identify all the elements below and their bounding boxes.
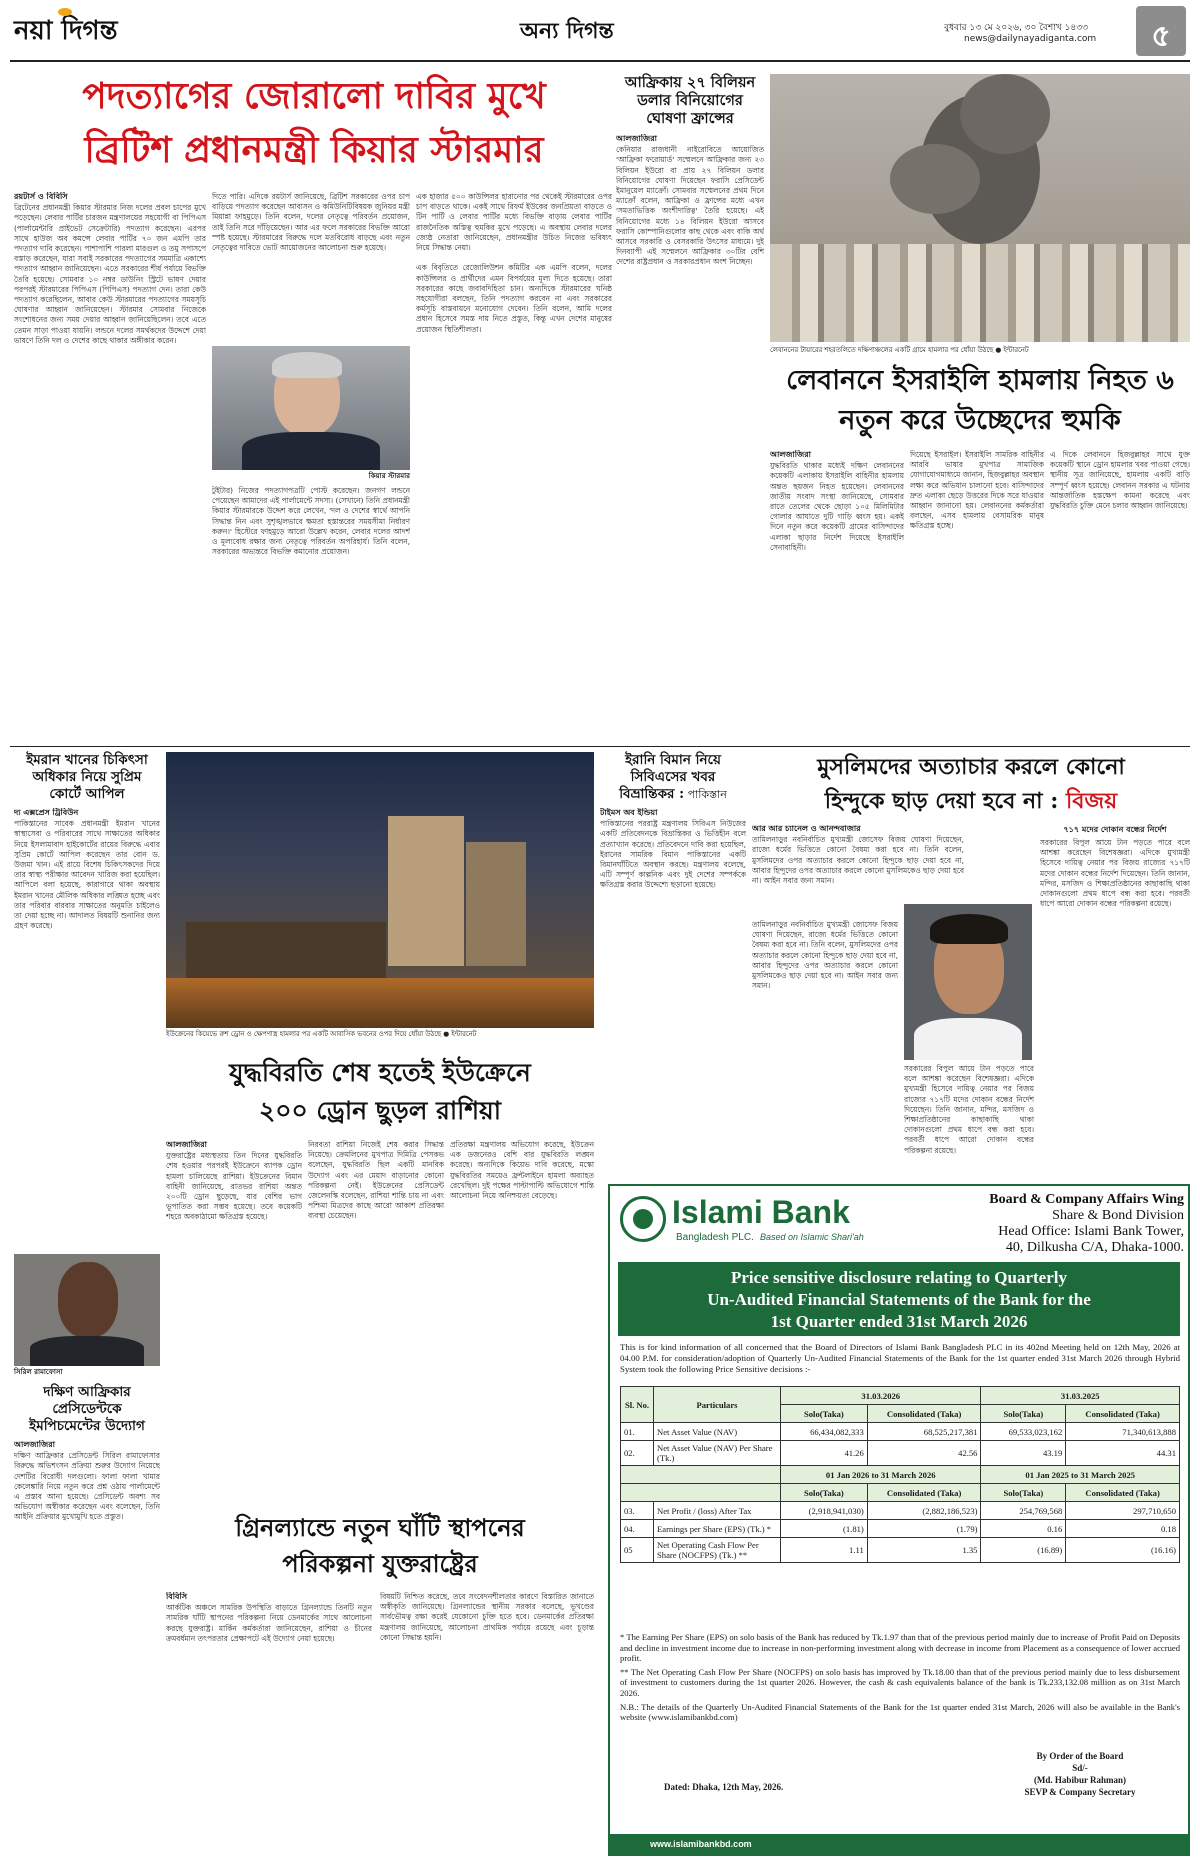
bank-tagline: Based on Islamic Shari'ah (760, 1232, 864, 1242)
ukraine-building (388, 816, 464, 966)
greenland-headline-2: পরিকল্পনা যুক্তরাষ্ট্রের (282, 1549, 478, 1578)
ramaphosa-photo (14, 1254, 160, 1366)
ad-title-2: Un-Audited Financial Statements of the Bank for the (707, 1290, 1091, 1309)
iran-text: পাকিস্তানের পররাষ্ট্র মন্ত্রণালয় সিবিএস নিউজের একটি প্রতিবেদনকে বিভ্রান্তিকর ও ভিত্তিহীন বলে প্রত্যাখ্যান করেছে। প্রতিবেদনে দাবি করা হয়েছিল, ইরানের সামরিক বিমান পাকিস্তানের একটি বিমানঘাঁটিতে অবস্থান করছে। মন্ত্রণালয় বলেছে, এটি সম্পূর্ণ কাল্পনিক এবং দুই দেশের সম্পর্ককে ক্ষতিগ্রস্ত করার উদ্দেশ্যে ছড়ানো হয়েছে। (600, 819, 746, 890)
greenland-text-2: বিষয়টি নিশ্চিত করেছে, তবে সংবেদনশীলতার কারণে বিস্তারিত জানাতে অস্বীকৃতি জানিয়েছে। গ্রিনল্যান্ডের স্থানীয় সরকার বলেছে, ভূখণ্ডের সার্বভৌমত্ব রক্ষা করেই যেকোনো চুক্তি হতে হবে। ডেনমার্কের প্রতিরক্ষা মন্ত্রণালয় জানিয়েছে, আলোচনা প্রাথমিক পর্যায়ে রয়েছে এবং চূড়ান্ত কোনো সিদ্ধান্ত হয়নি। (380, 1592, 594, 1642)
ramaphosa-text: দক্ষিণ আফ্রিকার প্রেসিডেন্ট সিরিল রামাফোসার বিরুদ্ধে অভিশংসন প্রক্রিয়া শুরুর উদ্যোগ নিয়েছে দেশটির বিরোধী দলগুলো। ফালা ফালা খামার কেলেঙ্কারি নিয়ে নতুন করে প্রশ্ন ওঠায় পার্লামেন্টে এ প্রস্তাব আনা হয়েছে। প্রেসিডেন্ট অবশ্য সব অভিযোগ অস্বীকার করেছেন এবং বলেছেন, তিনি আইনি প্রক্রিয়ার মুখোমুখি হতে প্রস্তুত। (14, 1451, 160, 1522)
ukraine-photo-caption: ইউক্রেনের কিয়েভে রুশ ড্রোন ও ক্ষেপণাস্ত্র হামলার পর একটি আবাসিক ভবনের ওপর দিয়ে ধোঁয়া উঠছে ● ইন্টারনেট (166, 1030, 477, 1038)
vijay-hair-shape (930, 914, 1008, 944)
ramaphosa-face (58, 1262, 118, 1338)
lebanon-byline: আলজাজিরা (770, 450, 811, 459)
table-row (621, 1538, 1180, 1563)
lebanon-text-3: এ দিকে লেবাননে হিজবুল্লাহর সাথে যুক্ত কয়েকটি স্থানে ড্রোন হামলার খবর পাওয়া গেছে। স্থানীয় সূত্র জানিয়েছে, হামলায় একটি বাড়ি সম্পূর্ণ ধ্বংস হয়েছে। লেবানন সরকার এ ঘটনায় আন্তর্জাতিক হস্তক্ষেপ কামনা করেছে এবং যুদ্ধবিরতি চুক্তি মেনে চলার আহ্বান জানিয়েছে। (1050, 450, 1190, 511)
row-value: 42.56 (867, 1441, 981, 1466)
table-row (621, 1502, 1180, 1520)
iran-headline-3b: পাকিস্তান (684, 788, 727, 801)
row-value: 66,434,082,333 (781, 1423, 868, 1441)
starmer-photo-caption: কিয়ার স্টারমার (368, 472, 410, 480)
row-value: (1.81) (781, 1520, 868, 1538)
solo-header-3: Solo(Taka) (781, 1484, 868, 1502)
lebanon-col-3 (1050, 450, 1190, 742)
ramaphosa-suit (30, 1336, 144, 1366)
vijay-byline: আর আর চ্যানেল ও আনন্দবাজার (752, 824, 861, 833)
bank-name: Islami Bank (672, 1194, 850, 1230)
consolidated-header-4: Consolidated (Taka) (1066, 1484, 1180, 1502)
france-byline: আলজাজিরা (616, 134, 657, 143)
ukraine-byline: আলজাজিরা (166, 1140, 207, 1149)
blank-header (621, 1466, 781, 1484)
bank-address: 40, Dilkusha C/A, Dhaka-1000. (1005, 1240, 1184, 1255)
ad-title-1: Price sensitive disclosure relating to Quarterly (731, 1268, 1067, 1287)
greenland-headline-1: গ্রিনল্যান্ডে নতুন ঘাঁটি স্থাপনের (235, 1513, 525, 1542)
imran-headline-2: অধিকার নিয়ে সুপ্রিম (32, 769, 142, 785)
vijay-text-1: তামিলনাড়ুর নবনির্বাচিত মুখ্যমন্ত্রী জোসেফ বিজয় ঘোষণা দিয়েছেন, রাজ্যে ধর্মের ভিত্তিতে কোনো বৈষম্য করা হবে না। তিনি বলেন, মুসলিমদের ওপর অত্যাচার করলে কোনো হিন্দুকে ছাড় দেয়া হবে না, আবার হিন্দুদের ওপর অত্যাচার করলে কোনো মুসলিমকেও ছাড় দেয়া হবে না। আইন সবার জন্য সমান। (752, 835, 964, 886)
lebanon-smoke-2 (960, 74, 1050, 154)
contact-email[interactable]: news@dailynayadiganta.com (964, 34, 1097, 44)
ukraine-col-3 (450, 1140, 594, 1356)
table-header-row-3 (621, 1466, 1180, 1484)
lebanon-headline-2: নতুন করে উচ্ছেদের হুমকি (839, 405, 1121, 436)
vijay-col-2 (1040, 838, 1190, 1176)
row-sl: 03. (621, 1502, 654, 1520)
ad-dated: Dated: Dhaka, 12th May, 2026. (664, 1782, 784, 1792)
sign-name: (Md. Habibur Rahman) (1033, 1775, 1127, 1785)
row-value: 44.31 (1066, 1441, 1180, 1466)
ad-intro: This is for kind information of all concerned that the Board of Directors of Islami Bank Bangladesh PLC in its 402nd Meeting held on 12th May, 2026 at 04.00 P.M. for consideration/adoption of Quarterly Un-Audited Financial Statements of the Bank for the 1st quarter ended 31st March 2026 through Hybrid System took the following Price Sensitive decisions :- (620, 1342, 1180, 1374)
row-value: 43.19 (981, 1441, 1066, 1466)
ukraine-photo (166, 752, 594, 1028)
starmer-headline-1: পদত্যাগের জোরালো দাবির মুখে (82, 75, 546, 117)
lebanon-col-1 (770, 450, 904, 742)
starmer-text-2b: টুইটার) নিজের পদত্যাগপত্রটি পোস্ট করেছেন। জনগণ লন্ডনে পেয়েছেন আমাদের এই পার্লামেন্টে সদস্য। (সেখানে) তিনি প্রধানমন্ত্রী কিয়ার স্টারমারকে উদ্দেশ করে লেখেন, 'দল ও দেশের স্বার্থে আপনি সিদ্ধান্ত নিন এবং সুশৃঙ্খলভাবে ক্ষমতা হস্তান্তরের সময়সীমা নির্ধারণ করুন।' হিস্টেরে ফাহমুড়ে আরো উল্লেখ করেন, লেবার দলের আদর্শ ও মূল্যবোধ রক্ষার জন্য নেতৃত্বে পরিবর্তন অপরিহার্য। তিনি বলেন, সরকারের অভ্যন্তরে বিভক্তি কমানোর প্রয়োজন। (212, 486, 410, 557)
imran-body (14, 808, 160, 1248)
ramaphosa-byline: আলজাজিরা (14, 1440, 55, 1449)
row-label: Net Profit / (loss) After Tax (654, 1502, 781, 1520)
table-header-row-4 (621, 1484, 1180, 1502)
lebanon-buildings (770, 244, 1190, 342)
row-value: (16.89) (981, 1538, 1066, 1563)
greenland-text-1: আর্কটিক অঞ্চলে সামরিক উপস্থিতি বাড়াতে গ্রিনল্যান্ডে তিনটি নতুন সামরিক ঘাঁটি স্থাপনের পরিকল্পনা নিয়ে ডেনমার্কের সাথে আলোচনা করছে যুক্তরাষ্ট্র। মার্কিন কর্মকর্তারা জানিয়েছেন, রাশিয়া ও চীনের ক্রমবর্ধমান তৎপরতার প্রেক্ষাপটে এই উদ্যোগ নেয়া হয়েছে। (166, 1603, 372, 1643)
lebanon-photo-caption: লেবাননের টায়ারের শহরতলিতে দক্ষিণাঞ্চলের একটি গ্রামে হামলার পর ধোঁয়া উঠছে ● ইন্টারনেট (770, 346, 1029, 354)
france-headline-1: আফ্রিকায় ২৭ বিলিয়ন (624, 74, 756, 91)
row-value: 254,769,568 (981, 1502, 1066, 1520)
row-sl: 05 (621, 1538, 654, 1563)
row-sl: 01. (621, 1423, 654, 1441)
ukraine-col-2 (308, 1140, 444, 1356)
row-value: (2,882,186,523) (867, 1502, 981, 1520)
ad-financial-table (620, 1386, 1180, 1563)
ukraine-text-1: যুক্তরাষ্ট্রের মধ্যস্থতায় তিন দিনের যুদ্ধবিরতি শেষ হওয়ার পরপরই ইউক্রেনে ব্যাপক ড্রোন হামলা চালিয়েছে রাশিয়া। ইউক্রেনের বিমান বাহিনী জানিয়েছে, রাতভর রাশিয়া অন্তত ২০০টি ড্রোন ছুড়েছে, যার বেশির ভাগ ভূপাতিত করা সম্ভব হয়েছে। তবে কয়েকটি শহরে অবকাঠামো ক্ষতিগ্রস্ত হয়েছে। (166, 1151, 302, 1222)
ramaphosa-body (14, 1440, 160, 1854)
starmer-text-1: ব্রিটেনের প্রধানমন্ত্রী কিয়ার স্টারমার নিজ দলের প্রবল চাপের মুখে পড়েছেন। লেবার পার্টির চারজন মন্ত্রণালয়ের সহযোগী বা পিপিএস (পার্লামেন্টারি প্রাইভেট সেক্রেটারি) পদত্যাগ করেছেন। এরপর সাথে হাউজ অব কমন্সে লেবার পার্টির ৭০ জন এমপি তার পদত্যাগ দাবি করেছেন। পাশাপাশি পারলা মারগুল ও তমু সপাসপে বস্তাড় করেছেন, যারা সবাই সরকারের পদত্যাগের সমমাত্রি একাশ্যে পদত্যাগ আহ্বান জানিয়েছেন। এতে সরকারের শীর্ষ পর্যায়ে বিভক্তি তৈরি হয়েছে। সোমবার ১০ নম্বর ডাউনিং স্ট্রিটে ভাষণ দেয়ার পরপরই স্টারমারের পিপিএস (পিপিএস) পদত্যাগ দেন। তারা কেউ পদত্যাগ করেছিলেন, আবার কেউ স্টারমারের পদত্যাগের সময়সূচি ঘোষণার আহ্বান জানিয়েছেন। স্টারমার সোমবার নিজেকে সংশোধনের জন্য সময় দেয়ার আহ্বান জানিয়েছিলেন। তবে এতে তেমন সাড়া পাওয়া যায়নি। লন্ডনে দলের সমর্থকদের উদ্দেশে দেয়া ভাষণে তিনি দল ও দেশের কাছে থাকার অঙ্গীকার করেন। (14, 203, 206, 345)
ad-footer-bar (610, 1834, 1188, 1854)
starmer-byline: রয়টার্স ও বিবিসি (14, 192, 68, 201)
ukraine-text-3: প্রতিরক্ষা মন্ত্রণালয় অভিযোগ করেছে, ইউক্রেন এক ডজনেরও বেশি বার যুদ্ধবিরতি লঙ্ঘন করেছে। অন্যদিকে কিয়েভ দাবি করেছে, মস্কো যুদ্ধবিরতির সময়েও ফ্রন্টলাইনে হামলা অব্যাহত রেখেছিল। দুই পক্ষের পাল্টাপাল্টি অভিযোগে শান্তি আলোচনা নিয়ে অনিশ্চয়তা বেড়েছে। (450, 1140, 594, 1201)
greenland-col-1 (166, 1592, 372, 1854)
lebanon-col-2 (910, 450, 1044, 742)
sign-order: By Order of the Board (1036, 1751, 1124, 1761)
vijay-photo (904, 904, 1032, 1060)
sign-sd: Sd/- (1072, 1763, 1088, 1773)
starmer-col-3 (416, 192, 612, 742)
ad-title-box (618, 1262, 1180, 1336)
ukraine-building-2 (466, 842, 526, 966)
bank-wing: Board & Company Affairs Wing (989, 1192, 1184, 1207)
ukraine-text-2: নিরবতা রাশিয়া নিজেই শেষ করার সিদ্ধান্ত নিয়েছে। ক্রেমলিনের মুখপাত্র দিমিত্রি পেসকভ বলেছেন, যুদ্ধবিরতি ছিল একটি মানবিক উদ্যোগ এবং এর মেয়াদ বাড়ানোর কোনো পরিকল্পনা নেই। ইউক্রেনের প্রেসিডেন্ট জেলেনস্কি বলেছেন, রাশিয়া শান্তি চায় না এবং পশ্চিমা মিত্রদের কাছে আরো আকাশ প্রতিরক্ষা ব্যবস্থা চেয়েছেন। (308, 1140, 444, 1221)
row-label: Net Asset Value (NAV) Per Share (Tk.) (654, 1441, 781, 1466)
row-value: 0.18 (1066, 1520, 1180, 1538)
row-value: 41.26 (781, 1441, 868, 1466)
france-headline (616, 74, 764, 128)
imran-text: পাকিস্তানের সাবেক প্রধানমন্ত্রী ইমরান খানের স্বাস্থ্যসেবা ও পরিবারের সাথে সাক্ষাতের অধিকার নিয়ে ইসলামাবাদ হাইকোর্টের রায়ের বিরুদ্ধে এবার সুপ্রিম কোর্টে আপিল করেছেন তার বোন ড. উজমা খান। এই রায়ে বিশেষ চিকিৎসকদের দিয়ে তার স্বাস্থ্য পরীক্ষার আবেদন খারিজ করা হয়েছিল। আপিলে বলা হয়েছে, কারাগারে থাকা অবস্থায় ইমরান খানের মৌলিক অধিকার লঙ্ঘিত হচ্ছে এবং তার পরিবার বারবার সাক্ষাতের অনুমতি চাইলেও তা দেয়া হচ্ছে না। আদালত বিষয়টি শুনানির জন্য গ্রহণ করেছে। (14, 819, 160, 931)
starmer-text-4: এক বিবৃতিতে রেজোলিউশন কমিটির এক এমপি বলেন, দলের কাউন্সিলর ও প্রার্থীদের এমন বিপর্যয়ের মূল্য দিতে হয়েছে। তারা সরকারের কাছে জবাবদিহিতা চান। অন্যদিকে স্টারমারের ঘনিষ্ঠ সহযোগীরা বলছেন, তিনি পদত্যাগ করবেন না এবং সরকারের কর্মসূচি বাস্তবায়নে মনোযোগ দেবেন। তিনি বলেন, আমি দলের প্রধান হিসেবে সমস্ত দায় নিতে প্রস্তুত, কিন্তু এখন দেশের মানুষের প্রয়োজন স্থিতিশীলতা। (416, 263, 612, 334)
consolidated-header-1: Consolidated (Taka) (867, 1405, 981, 1423)
row-value: (2,918,941,030) (781, 1502, 868, 1520)
lebanon-smoke-3 (890, 144, 980, 214)
ad-notes (620, 1632, 1180, 1723)
ramaphosa-headline-1: দক্ষিণ আফ্রিকার (43, 1384, 131, 1400)
range-1-header: 01 Jan 2026 to 31 March 2026 (781, 1466, 981, 1484)
ramaphosa-headline-2: প্রেসিডেন্টকে (52, 1401, 122, 1417)
col-particulars-header: Particulars (654, 1387, 781, 1423)
starmer-col-2-bottom (212, 486, 410, 742)
iran-byline: টাইমস অব ইন্ডিয়া (600, 808, 658, 817)
financial-table (620, 1386, 1180, 1563)
ramaphosa-headline (14, 1384, 160, 1435)
vijay-text-2: সরকারের বিপুল আয়ে টান পড়তে পারে বলে আশঙ্কা করেছেন বিশেষজ্ঞরা। এদিকে মুখ্যমন্ত্রী হিসেবে দায়িত্ব নেয়ার পর বিজয় রাজ্যের ৭১৭টি মদের দোকান বন্ধের নির্দেশ দিয়েছেন। তিনি জানান, মন্দির, মসজিদ ও শিক্ষাপ্রতিষ্ঠানের কাছাকাছি থাকা দোকানগুলো প্রথম ধাপে বন্ধ করা হবে। পরবর্তী ধাপে আরো দোকান বন্ধের পরিকল্পনা রয়েছে। (1040, 838, 1190, 909)
row-label: Earnings per Share (EPS) (Tk.) * (654, 1520, 781, 1538)
row-value: 69,533,023,162 (981, 1423, 1066, 1441)
lebanon-photo (770, 74, 1190, 342)
starmer-headline-2: ব্রিটিশ প্রধানমন্ত্রী কিয়ার স্টারমার (84, 129, 544, 171)
starmer-suit-shape (242, 432, 380, 470)
bank-sub: Bangladesh PLC. (676, 1232, 754, 1243)
vijay-text-2b: সরকারের বিপুল আয়ে টান পড়তে পারে বলে আশঙ্কা করেছেন বিশেষজ্ঞরা। এদিকে মুখ্যমন্ত্রী হিসেবে দায়িত্ব নেয়ার পর বিজয় রাজ্যের ৭১৭টি মদের দোকান বন্ধের নির্দেশ দিয়েছেন। তিনি জানান, মন্দির, মসজিদ ও শিক্ষাপ্রতিষ্ঠানের কাছাকাছি থাকা দোকানগুলো প্রথম ধাপে বন্ধ করা হবে। পরবর্তী ধাপে আরো দোকান বন্ধের পরিকল্পনা রয়েছে। (904, 1064, 1034, 1155)
lebanon-text-1: যুদ্ধবিরতি থাকার মধ্যেই দক্ষিণ লেবাননের কয়েকটি এলাকায় ইসরাইলি বাহিনীর হামলায় অন্তত ছয়জন নিহত হয়েছেন। লেবাননের জাতীয় সংবাদ সংস্থা জানিয়েছে, সোমবার রাতে তেলের থেকে ছোড়া ১০৫ মিলিমিটার গোলার আঘাতে দুটি গাড়ি ধ্বংস হয়। একই দিনে নতুন করে কয়েকটি গ্রামের বাসিন্দাদের এলাকা ছাড়ার নির্দেশ দিয়েছে ইসরাইলি সেনাবাহিনী। (770, 461, 904, 552)
masthead (0, 0, 1200, 66)
starmer-photo (212, 346, 410, 470)
sign-title: SEVP & Company Secretary (1024, 1787, 1136, 1797)
ad-website[interactable]: www.islamibankbd.com (650, 1839, 752, 1849)
greenland-byline: বিবিসি (166, 1592, 188, 1601)
bank-head-office: Head Office: Islami Bank Tower, (998, 1224, 1184, 1239)
row-value: 71,340,613,888 (1066, 1423, 1180, 1441)
ramaphosa-headline-3: ইমপিচমেন্টের উদ্যোগ (29, 1418, 145, 1434)
vijay-headline-2b: বিজয় (1066, 788, 1118, 814)
logo-dot-icon (58, 8, 72, 16)
iran-headline-3 (600, 786, 746, 803)
imran-byline: দ্য এক্সপ্রেস ট্রিবিউন (14, 808, 79, 817)
table-row (621, 1520, 1180, 1538)
section-title: অন্য দিগন্ত (520, 18, 614, 44)
france-body (616, 134, 764, 726)
bank-ad (608, 1184, 1190, 1856)
issue-date: বুধবার ১৩ মে ২০২৬, ৩০ বৈশাখ ১৪৩৩ (944, 23, 1088, 33)
table-header-row-1 (621, 1387, 1180, 1405)
vijay-subhead: ৭১৭ মদের দোকান বন্ধের নির্দেশ (1063, 825, 1167, 834)
vijay-headline-2 (752, 786, 1190, 816)
row-sl: 02. (621, 1441, 654, 1466)
ukraine-col-1 (166, 1140, 302, 1356)
starmer-hair-shape (272, 352, 342, 378)
range-2-header: 01 Jan 2025 to 31 March 2025 (981, 1466, 1180, 1484)
header-rule (10, 60, 1190, 62)
france-headline-3: ঘোষণা ফ্রান্সের (646, 110, 734, 127)
starmer-col-1 (14, 192, 206, 742)
solo-header-2: Solo(Taka) (981, 1405, 1066, 1423)
page-number: ৫ (1151, 19, 1171, 54)
row-value: 297,710,650 (1066, 1502, 1180, 1520)
row-label: Net Operating Cash Flow Per Share (NOCFPS) (Tk.) ** (654, 1538, 781, 1563)
row-value: 1.35 (867, 1538, 981, 1563)
solo-header-4: Solo(Taka) (981, 1484, 1066, 1502)
ad-title-3: 1st Quarter ended 31st March 2026 (770, 1312, 1028, 1331)
france-headline-2: ডলার বিনিয়োগের (637, 92, 743, 109)
lebanon-headline-1: লেবাননে ইসরাইলি হামলায় নিহত ৬ (786, 365, 1174, 396)
vijay-col-2b (904, 1064, 1034, 1176)
iran-headline-1: ইরানি বিমান নিয়ে (625, 752, 721, 768)
row-value: (1.79) (867, 1520, 981, 1538)
vijay-shirt-shape (914, 1018, 1022, 1060)
lebanon-text-2: দিয়েছে ইসরাইল। ইসরাইলি সামরিক বাহিনীর আরবি ভাষার মুখপাত্র সামাজিক যোগাযোগমাধ্যমে জানান, হিজবুল্লাহর অবস্থান লক্ষ্য করে অভিযান চালানো হবে। বাসিন্দাদের দ্রুত এলাকা ছেড়ে উত্তরের দিকে সরে যাওয়ার আহ্বান জানানো হয়। লেবাননের কর্মকর্তারা বলছেন, এসব হামলায় বেসামরিক মানুষ ক্ষতিগ্রস্ত হচ্ছে। (910, 450, 1044, 531)
bank-logo-inner (633, 1209, 653, 1229)
consolidated-header-3: Consolidated (Taka) (867, 1484, 981, 1502)
row-label: Net Asset Value (NAV) (654, 1423, 781, 1441)
solo-header-1: Solo(Taka) (781, 1405, 868, 1423)
blank-header-2 (621, 1484, 781, 1502)
greenland-col-2 (380, 1592, 594, 1854)
ramaphosa-caption: সিরিল রামাফোসা (14, 1368, 63, 1376)
starmer-text-3: এক হাজার ৫০০ কাউন্সিলর হারানোর পর থেকেই স্টারমারের ওপর চাপ বাড়তে থাকে। একই সাথে রিফর্ম ইউকের জনপ্রিয়তা বাড়তে ও টিন পার্টি ও লেবার পার্টির মধ্যে বিভক্তি বাড়ায় লেবার পার্টির রাজনৈতিক অস্তিত্ব হুমকির মুখে পড়েছে। এ অবস্থায় লেবার দলের জ্যেষ্ঠ নেতারা জানিয়েছেন, প্রধানমন্ত্রীর উচিত নিজের ভবিষ্যৎ নিয়ে সিদ্ধান্ত নেয়া। (416, 192, 612, 253)
vijay-headline-1: মুসলিমদের অত্যাচার করলে কোনো (817, 754, 1125, 780)
ad-note-1: * The Earning Per Share (EPS) on solo basis of the Bank has reduced by Tk.1.97 than that of the previous period mainly due to increase of Profit Paid on Deposits and decline in investment income due to increase in non-performing investment along with decrease in income from Placement as a consequence of lower accrued profit. (620, 1632, 1180, 1664)
row-value: (16.16) (1066, 1538, 1180, 1563)
period-2-header: 31.03.2025 (981, 1387, 1180, 1405)
vijay-headline-2a: হিন্দুকে ছাড় দেয়া হবে না : (824, 788, 1067, 814)
france-text: কেনিয়ার রাজধানী নাইরোবিতে আয়োজিত 'আফ্রিকা ফরোয়ার্ড' সম্মেলনে আফ্রিকার জন্য ২৩ বিলিয়ন ইউরো বা প্রায় ২৭ বিলিয়ন ডলার বিনিয়োগের ঘোষণা দিয়েছেন ফরাসি প্রেসিডেন্ট ইমানুয়েল ম্যাক্রোঁ। সোমবার সম্মেলনের প্রথম দিনে ম্যাক্রোঁ বলেন, আফ্রিকা ও ফ্রান্সের মধ্যে এখন 'সমতাভিত্তিক অংশীদারিত্ব' তৈরি হয়েছে। এই বিনিয়োগের মধ্যে ১৪ বিলিয়ন ইউরো আসবে ফরাসি কোম্পানিগুলোর কাছ থেকে এবং বাকি অর্থ আসবে সরকারি ও বেসরকারি উৎসের মাধ্যমে। দুই দিনব্যাপী এই সম্মেলনে আফ্রিকার ৩০টির বেশি দেশের রাষ্ট্রপ্রধান ও সরকারপ্রধান অংশ নিচ্ছেন। (616, 145, 764, 267)
bank-logo-icon (620, 1196, 666, 1242)
newspaper-logo: নয়া দিগন্ত (14, 16, 118, 46)
table-row (621, 1423, 1180, 1441)
ad-note-2: ** The Net Operating Cash Flow Per Share (NOCFPS) on solo basis has improved by Tk.18.00 than that of the previous period mainly due to less disbursement of investment to customers during the 1st quarter 2026. However, the cash & cash equivalents balance of the bank is Tk.233,132.08 million as on 31st March 2026. (620, 1666, 1180, 1698)
ad-signature-block (990, 1750, 1170, 1798)
row-value: 0.16 (981, 1520, 1066, 1538)
imran-headline-3: কোর্টে আপিল (49, 786, 125, 802)
vijay-text-1b: তামিলনাড়ুর নবনির্বাচিত মুখ্যমন্ত্রী জোসেফ বিজয় ঘোষণা দিয়েছেন, রাজ্যে ধর্মের ভিত্তিতে কোনো বৈষম্য করা হবে না। তিনি বলেন, মুসলিমদের ওপর অত্যাচার করলে কোনো হিন্দুকে ছাড় দেয়া হবে না, আবার হিন্দুদের ওপর অত্যাচার করলে কোনো মুসলিমকেও ছাড় দেয়া হবে না। আইন সবার জন্য সমান। (752, 920, 898, 991)
bank-address-block (940, 1192, 1184, 1256)
period-1-header: 31.03.2026 (781, 1387, 981, 1405)
iran-headline-2: সিবিএসের খবর (630, 769, 716, 785)
vijay-col-1b (752, 920, 898, 1176)
imran-headline-1: ইমরান খানের চিকিৎসা (26, 752, 148, 768)
row-value: 68,525,217,381 (867, 1423, 981, 1441)
iran-headline-3a: বিভ্রান্তিকর : (619, 786, 685, 802)
starmer-col-2-top (212, 192, 410, 342)
col-sl-header: Sl. No. (621, 1387, 654, 1423)
ukraine-headline-1: যুদ্ধবিরতি শেষ হতেই ইউক্রেনে (229, 1058, 531, 1087)
bank-division: Share & Bond Division (1052, 1208, 1184, 1223)
ukraine-street-light (166, 978, 594, 1028)
consolidated-header-2: Consolidated (Taka) (1066, 1405, 1180, 1423)
ukraine-headline-2: ২০০ ড্রোন ছুড়ল রাশিয়া (258, 1096, 502, 1125)
divider-row-1 (10, 746, 1190, 747)
row-value: 1.11 (781, 1538, 868, 1563)
imran-headline (14, 752, 160, 803)
row-sl: 04. (621, 1520, 654, 1538)
table-row (621, 1441, 1180, 1466)
iran-headline (600, 752, 746, 803)
starmer-text-2: দিতে পারি। এদিকে রয়টার্স জানিয়েছে, ব্রিটিশ সরকারের ওপর চাপ বাড়িয়ে পদত্যাগ করেছেন আবাসন ও কমিউনিটিবিষয়ক জুনিয়র মন্ত্রী মিয়ান্না ফাহমুড়ে। তিনি বলেন, দলের নেতৃত্বে পরিবর্তন প্রয়োজন, তাই তিনি সরে দাঁড়িয়েছেন। আর এর ফলে সরকারের বিভক্তি আরো স্পষ্ট হয়েছে। স্টারমারের বিরুদ্ধে দলে মতবিরোধ বাড়ছে এবং নতুন নেতৃত্বের দাবিতে ভোট আয়োজনের আলোচনা শুরু হয়েছে। (212, 192, 410, 253)
ad-note-3: N.B.: The details of the Quarterly Un-Audited Financial Statements of the Bank for the 1st quarter ended 31st March, 2026 will also be available in the Bank's website (www.islamibankbd.com) (620, 1701, 1180, 1723)
